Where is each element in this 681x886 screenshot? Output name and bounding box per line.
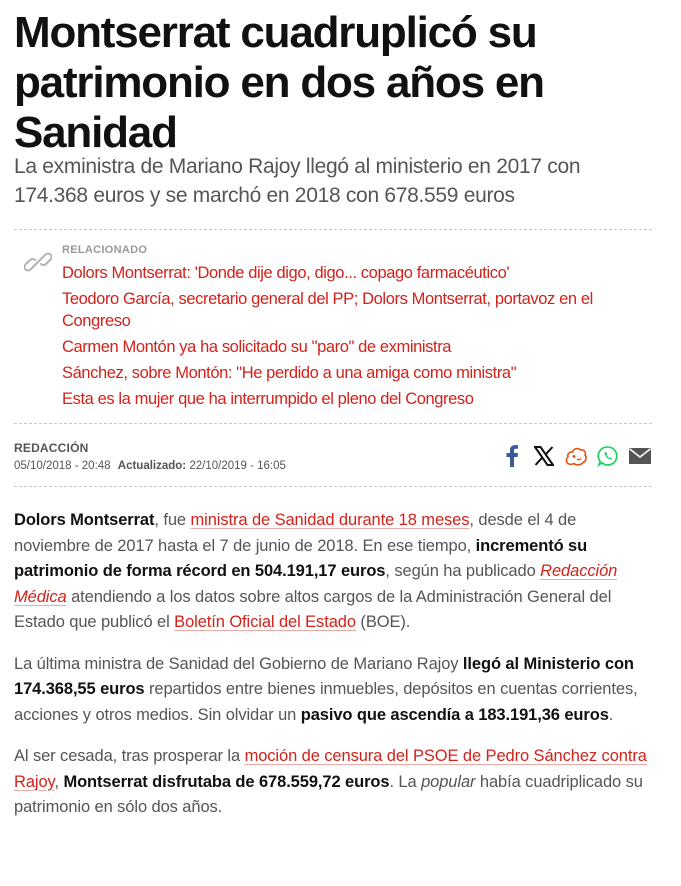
text: atendiendo a los datos sobre altos cargos de la Administración General del Estado que publicó el <box>14 587 612 631</box>
related-link[interactable]: Dolors Montserrat: 'Donde dije digo, digo... copago farmacéutico' <box>62 264 510 282</box>
published-date: 05/10/2018 - 20:48 <box>14 460 111 472</box>
chain-link-icon <box>24 248 52 276</box>
bold-text: pasivo que ascendía a 183.191,36 euros <box>300 705 609 724</box>
related-link[interactable]: Carmen Montón ya ha solicitado su "paro" de exministra <box>62 338 452 356</box>
article-subtitle: La exministra de Mariano Rajoy llegó al ministerio en 2017 con 174.368 euros y se marchó en 2018 con 678.559 euros <box>14 155 581 207</box>
related-link[interactable]: Esta es la mujer que ha interrumpido el pleno del Congreso <box>62 390 474 408</box>
related-list <box>62 262 652 410</box>
related-link[interactable]: Teodoro García, secretario general del PP; Dolors Montserrat, portavoz en el Congreso <box>62 290 593 330</box>
bold-text: llegó al Ministerio con 174.368,55 euros <box>14 654 634 698</box>
divider <box>14 229 652 230</box>
text: Al ser cesada, tras prosperar la <box>14 747 245 765</box>
meneame-icon[interactable] <box>564 444 588 468</box>
inline-link[interactable]: Boletín Oficial del Estado <box>174 613 356 631</box>
text: La última ministra de Sanidad del Gobierno de Mariano Rajoy <box>14 654 463 673</box>
bold-text: Dolors Montserrat <box>14 511 155 529</box>
body-paragraph <box>14 508 654 636</box>
related-link[interactable]: Sánchez, sobre Montón: "He perdido a una amiga como ministra" <box>62 364 517 382</box>
text: , según ha publicado <box>385 562 541 580</box>
text: (BOE). <box>355 613 411 631</box>
inline-link[interactable]: Redacción Médica <box>14 562 618 606</box>
bold-text: Montserrat disfrutaba de 678.559,72 euros <box>63 772 390 791</box>
bold-text: incrementó su patrimonio de forma récord en 504.191,17 euros <box>14 536 588 580</box>
inline-link[interactable]: moción de censura del PSOE de Pedro Sánchez contra Rajoy <box>14 747 647 791</box>
divider <box>14 486 652 487</box>
facebook-icon[interactable] <box>500 444 524 468</box>
author-byline[interactable]: REDACCIÓN <box>14 441 89 455</box>
share-bar <box>500 444 652 468</box>
whatsapp-icon[interactable] <box>596 444 620 468</box>
article-dates <box>14 460 286 472</box>
text: , fue <box>154 511 191 529</box>
body-paragraph <box>14 652 654 729</box>
article-body <box>14 508 654 837</box>
email-icon[interactable] <box>628 444 652 468</box>
updated-date: 22/10/2019 - 16:05 <box>189 460 286 472</box>
related-label: RELACIONADO <box>62 244 148 256</box>
text: , desde el 4 de noviembre de 2017 hasta el 7 de junio de 2018. En ese tiempo, <box>14 511 577 555</box>
text: . <box>608 705 614 724</box>
italic-text: popular <box>421 772 476 791</box>
text: , <box>54 772 64 791</box>
x-icon[interactable] <box>532 444 556 468</box>
text: había cuadriplicado su patrimonio en sólo dos años. <box>14 772 643 816</box>
inline-link[interactable]: ministra de Sanidad durante 18 meses <box>190 511 470 529</box>
updated-label: Actualizado: <box>117 460 187 472</box>
divider <box>14 423 652 424</box>
text: repartidos entre bienes inmuebles, depósitos en cuentas corrientes, acciones y otros medios. Sin olvidar un <box>14 680 638 724</box>
page-title: Montserrat cuadruplicó su patrimonio en dos años en Sanidad <box>14 8 544 157</box>
text: . La <box>389 772 422 791</box>
body-paragraph <box>14 744 654 821</box>
